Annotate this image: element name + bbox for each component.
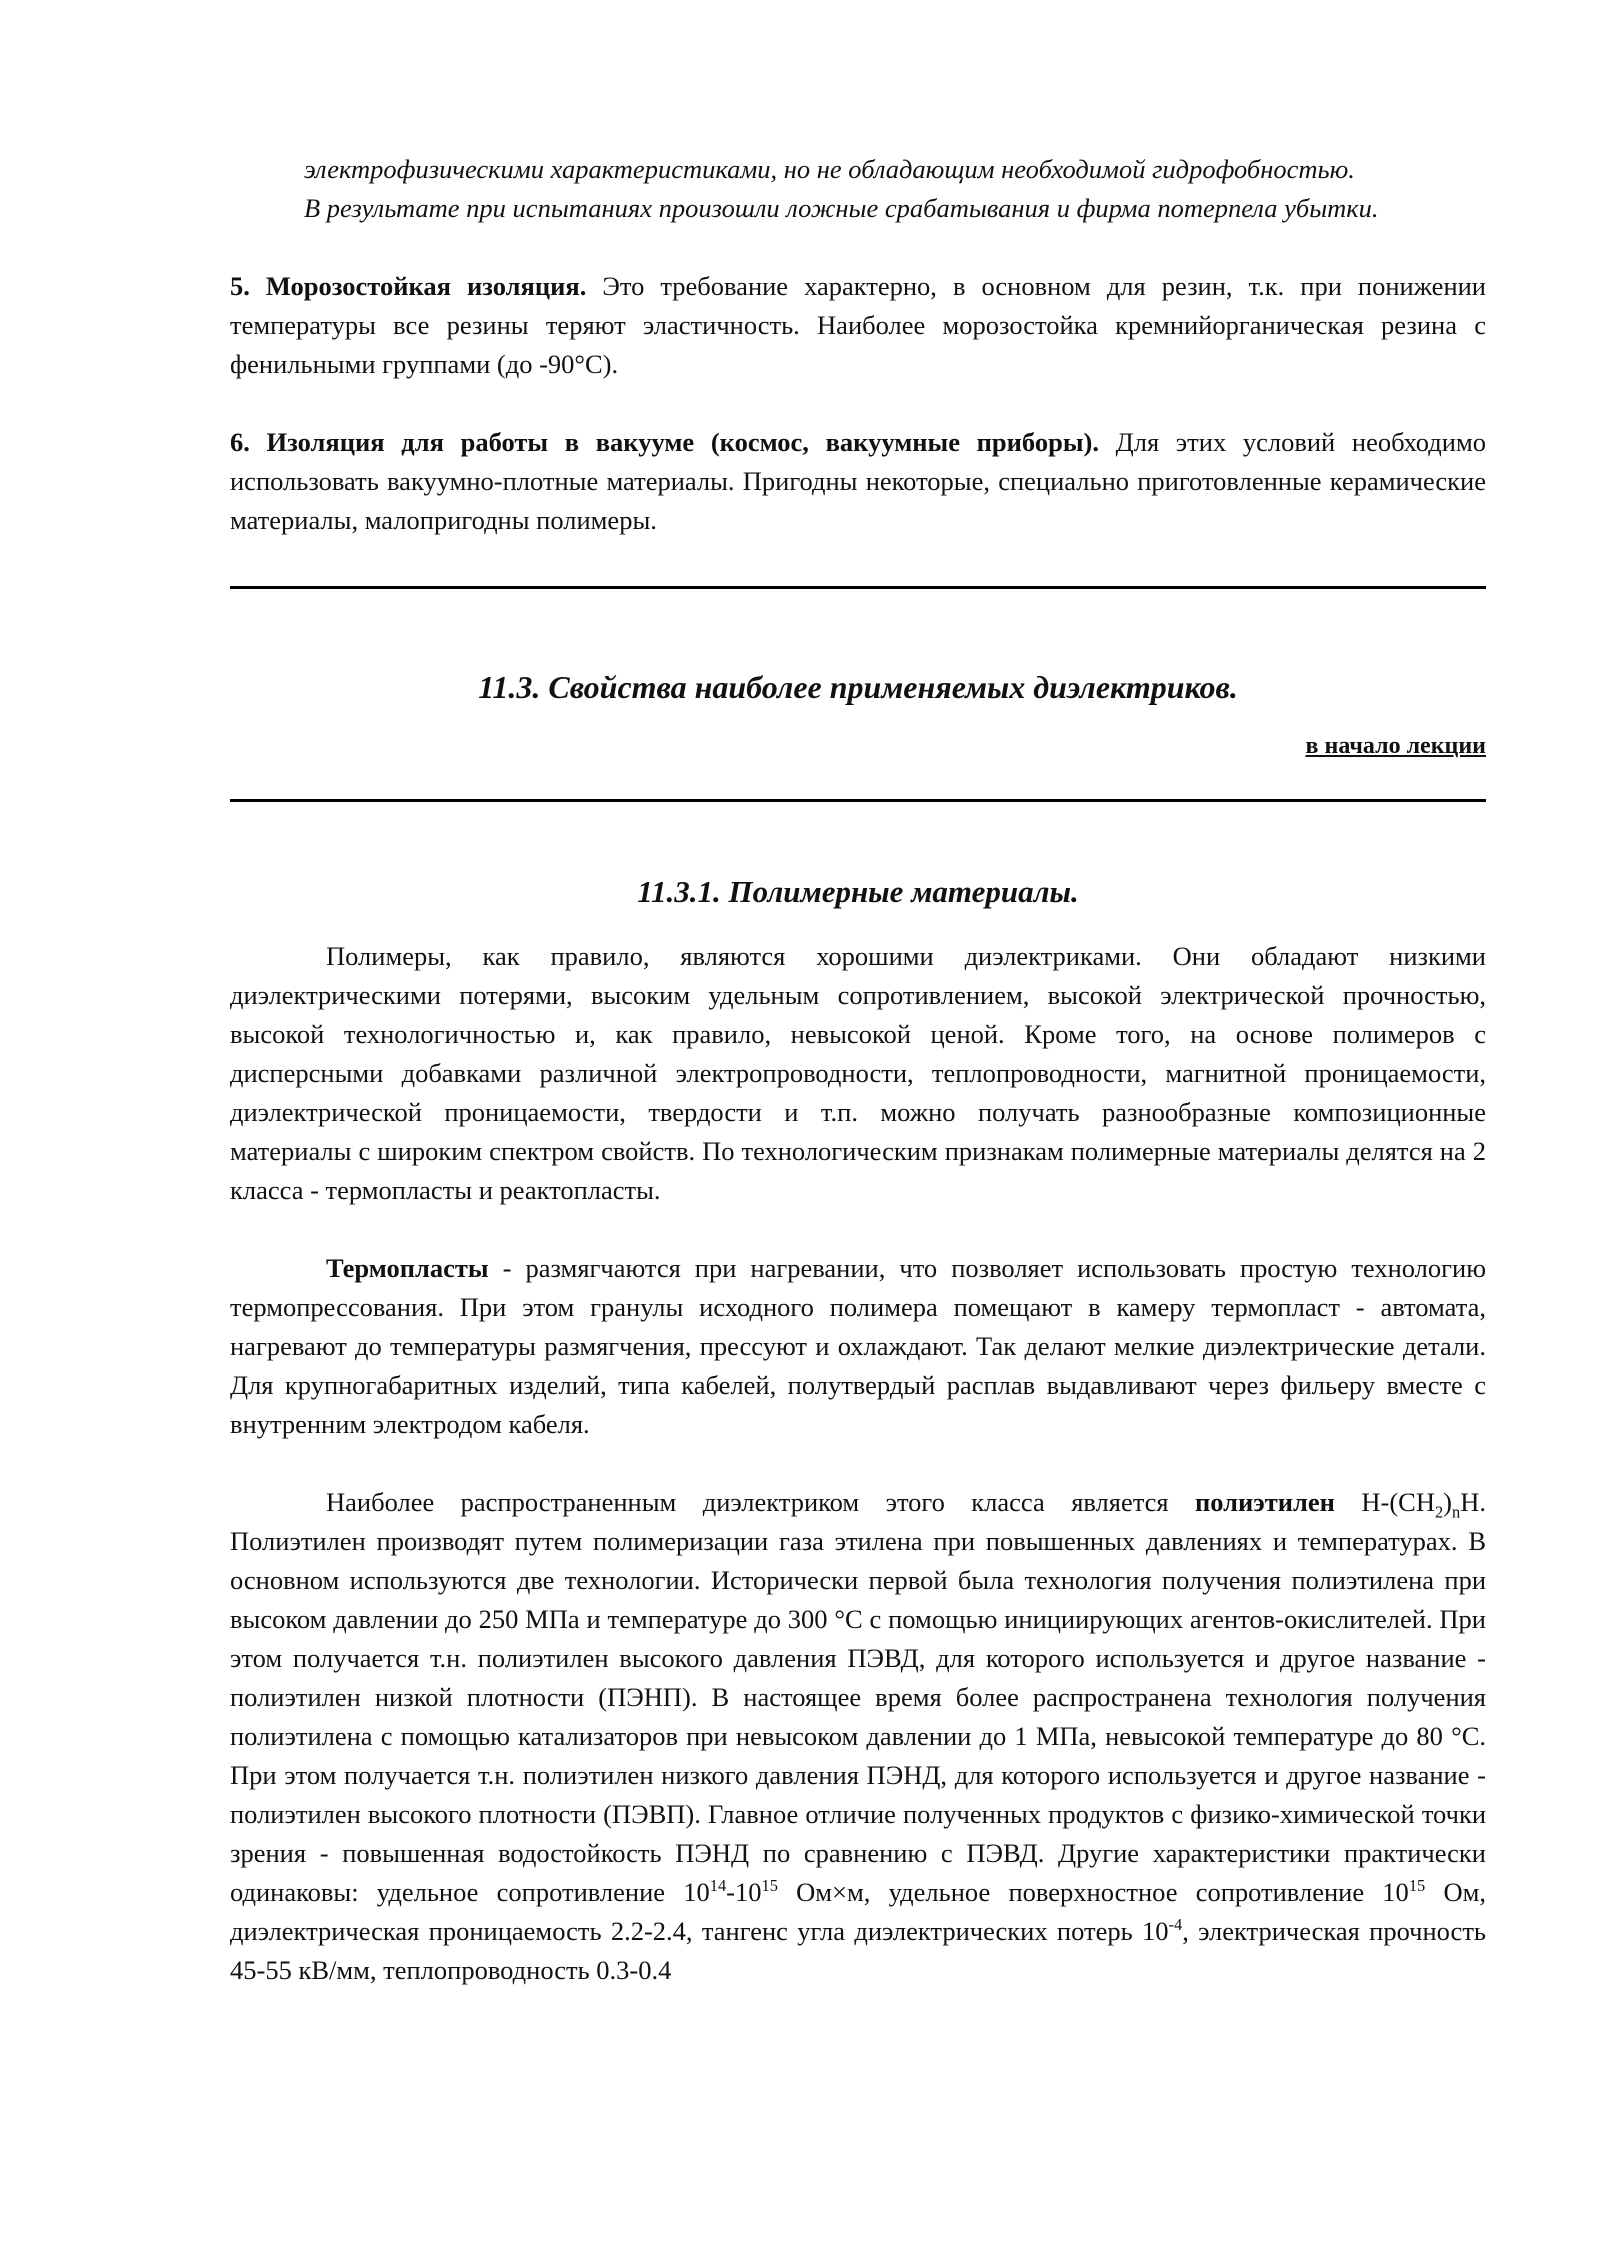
item-6-heading: 6. Изоляция для работы в вакууме (космос, вакуумные приборы). [230,427,1099,457]
item-6-paragraph [230,423,1486,540]
thermoplastics-paragraph [230,1249,1486,1444]
polyethylene-formula: $H-(CH_2)_nH$. [1334,1487,1486,1522]
thermoplastics-term: Термопласты [326,1253,489,1283]
back-to-lecture-start-link[interactable]: в начало лекции [1305,733,1486,759]
document-page [230,150,1486,1990]
item-5-heading: 5. Морозостойкая изоляция. [230,271,587,301]
item-5-paragraph [230,267,1486,384]
item-5-text: Это требование характерно, в основном для резин, т.к. при понижении температуры все резины теряют эластичность. Наиболее морозостойка кремнийорганическая резина с фенильными группами (до -90°С). [230,271,1486,379]
intro-quote-line-1: электрофизическими характеристиками, но не обладающим необходимой гидрофобностью. [304,154,1355,184]
polyethylene-term: полиэтилен [1194,1487,1335,1517]
intro-quote-line-2: В результате при испытаниях произошли ложные срабатывания и фирма потерпела убытки. [304,193,1379,223]
thermoplastics-text: - размягчаются при нагревании, что позволяет использовать простую технологию термопрессования. При этом гранулы исходного полимера помещают в камеру термопласт - автомата, нагревают до температуры размягчения, прессуют и охлаждают. Так делают мелкие диэлектрические детали. Для крупногабаритных изделий, типа кабелей, полутвердый расплав выдавливают через фильеру вместе с внутренним электродом кабеля. [230,1253,1486,1439]
polymers-paragraph: Полимеры, как правило, являются хорошими диэлектриками. Они обладают низкими диэлектрическими потерями, высоким удельным сопротивлением, высокой электрической прочностью, высокой технологичностью и, как правило, невысокой ценой. Кроме того, на основе полимеров с дисперсными добавками различной электропроводности, теплопроводности, магнитной проницаемости, диэлектрической проницаемости, твердости и т.п. можно получать разнообразные композиционные материалы с широким спектром свойств. По технологическим признакам полимерные материалы делятся на 2 класса - термопласты и реактопласты. [230,941,1486,1205]
item-6-text: Для этих условий необходимо использовать вакуумно-плотные материалы. Пригодны некоторые, специально приготовленные керамические материалы, малопригодны полимеры. [230,427,1486,535]
subsection-title: 11.3.1. Полимерные материалы. [637,874,1079,909]
polyethylene-lead: Наиболее распространенным диэлектриком этого класса является [326,1487,1195,1517]
section-title: 11.3. Свойства наиболее применяемых диэлектриков. [478,669,1238,705]
polyethylene-paragraph [230,1483,1486,1990]
polyethylene-text: Полиэтилен производят путем полимеризации газа этилена при повышенных давлениях и температурах. В основном используются две технологии. Исторически первой была технология получения полиэтилена при высоком давлении до 250 МПа и температуре до 300 °С с помощью инициирующих агентов-окислителей. При этом получается т.н. полиэтилен высокого давления ПЭВД, для которого используется и другое название - полиэтилен низкой плотности (ПЭНП). В настоящее время более распространена технология получения полиэтилена с помощью катализаторов при невысоком давлении до 1 МПа, невысокой температуре до 80 °С. При этом получается т.н. полиэтилен низкого давления ПЭНД, для которого используется и другое название - полиэтилен высокого плотности (ПЭВП). Главное отличие полученных продуктов с физико-химической точки зрения - повышенная водостойкость ПЭНД по сравнению с ПЭВД. Другие характеристики практически одинаковы: удельное сопротивление $10^{14}-10^{15}$ Ом×м, удельное поверхностное сопротивление $10^{15}$ Ом, диэлектрическая проницаемость 2.2-2.4, тангенс угла диэлектрических потерь $10^{-4}$, электрическая прочность 45-55 кВ/мм, теплопроводность 0.3-0.4 [230,1526,1486,1985]
